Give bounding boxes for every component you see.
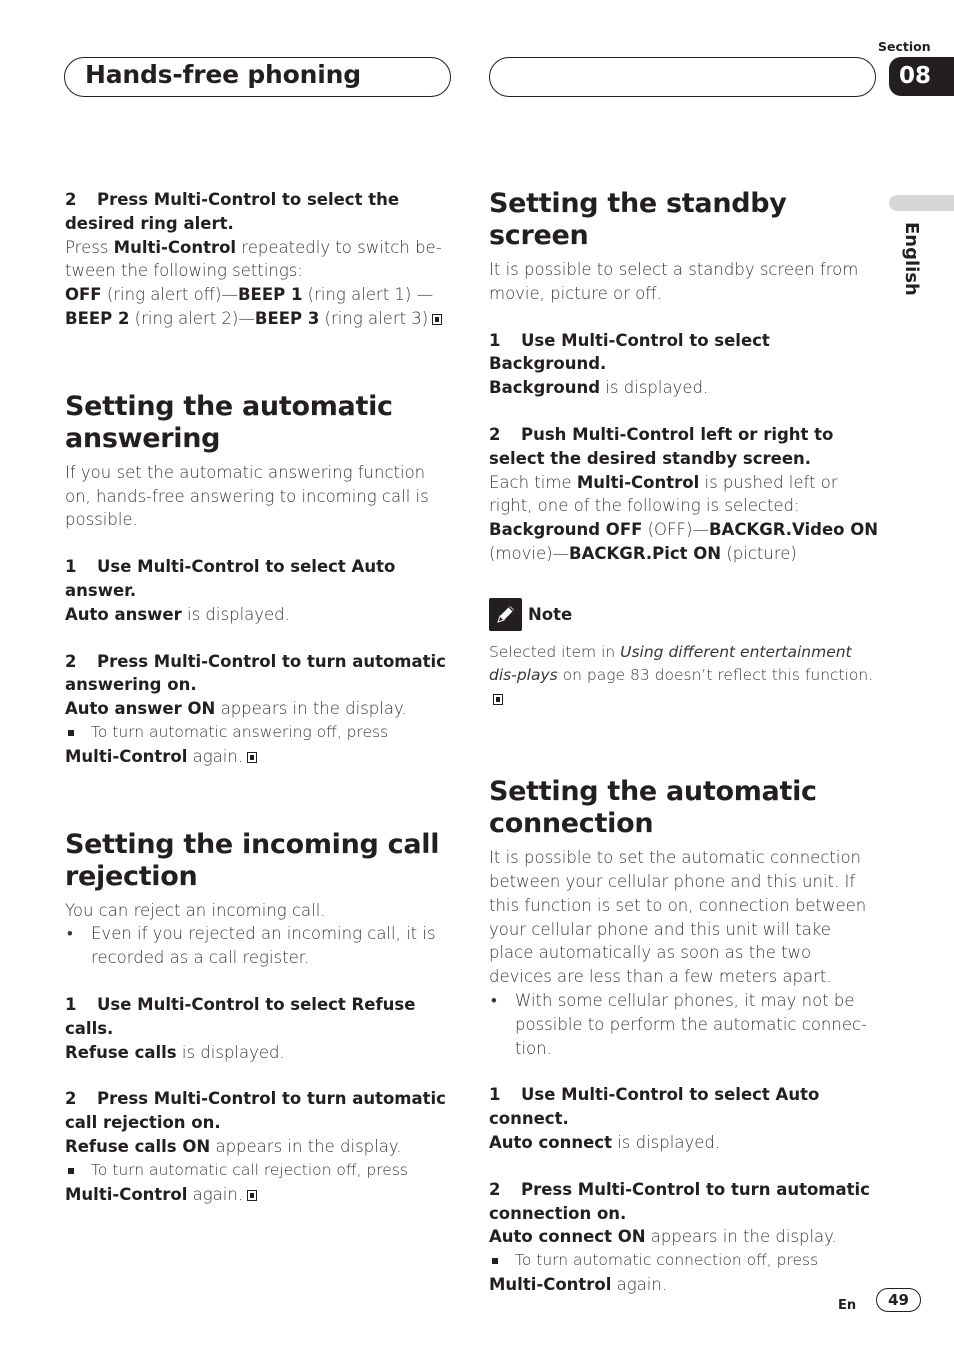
step-text: Press Multi-Control to select the desired ring alert. xyxy=(65,190,400,233)
text: To turn automatic answering off, press xyxy=(91,722,389,741)
connection-heading: Setting the automatic connection xyxy=(489,776,817,840)
text: Each time xyxy=(489,472,577,492)
step-text: Use Multi-Control to select Refuse calls. xyxy=(65,994,416,1038)
sb-step2 xyxy=(489,423,879,471)
text: (ring alert off)— xyxy=(101,285,238,305)
bold-term: Multi-Control xyxy=(65,1184,188,1204)
sb-step1 xyxy=(489,329,879,377)
step-text: Press Multi-Control to turn automatic call rejection on. xyxy=(65,1089,446,1133)
ac-note xyxy=(489,1249,879,1273)
text: Press xyxy=(65,237,114,257)
bold-term: Multi-Control xyxy=(65,746,188,766)
text: appears in the display. xyxy=(645,1227,837,1247)
text: is displayed. xyxy=(600,378,709,398)
section-label: Section xyxy=(878,39,931,54)
bold-term: Auto answer xyxy=(65,604,182,624)
standby-intro: It is possible to select a standby screen from movie, picture or off. xyxy=(489,260,859,303)
text: is displayed. xyxy=(611,1133,721,1153)
note-title: Note xyxy=(528,604,573,624)
step-number: 2 xyxy=(489,1179,501,1199)
standby-heading: Setting the standby screen xyxy=(489,188,787,251)
bold-term: Background xyxy=(489,378,601,398)
bold-term: Refuse calls ON xyxy=(65,1136,211,1156)
text: appears in the display. xyxy=(210,1136,402,1156)
rj-note-cont xyxy=(65,1183,455,1207)
step-number: 2 xyxy=(65,1089,77,1109)
text: is displayed. xyxy=(181,604,290,624)
text: To turn automatic connection off, press xyxy=(515,1251,819,1270)
header-title-box xyxy=(64,57,451,97)
connection-bullet: • With some cellular phones, it may not be possible to perform the automatic connec-tion. xyxy=(489,989,879,1060)
sb-step2-desc xyxy=(489,471,879,519)
ac-note-cont xyxy=(489,1273,879,1297)
text: is pushed left or right, one of the following is selected: xyxy=(489,472,838,516)
end-mark-icon xyxy=(247,752,257,763)
bold-term: Auto connect ON xyxy=(489,1227,646,1247)
bold-term: Multi-Control xyxy=(489,1275,612,1295)
option-pict-on: BACKGR.Pict ON xyxy=(569,543,722,563)
step-text: Use Multi-Control to select Background. xyxy=(489,330,770,374)
step-number: 1 xyxy=(65,557,77,577)
step-number: 2 xyxy=(489,424,501,444)
bold-term: Refuse calls xyxy=(65,1042,177,1062)
footer-language-code: En xyxy=(838,1298,857,1313)
text: appears in the display. xyxy=(215,699,407,719)
ring-step2-heading xyxy=(65,188,455,236)
text: To turn automatic call rejection off, press xyxy=(91,1160,408,1179)
option-off: OFF xyxy=(65,285,102,305)
option-bg-off: Background OFF xyxy=(489,520,643,540)
note-pencil-icon xyxy=(489,598,522,631)
option-beep3: BEEP 3 xyxy=(254,308,320,328)
aa-note xyxy=(65,721,455,745)
text: (picture) xyxy=(721,543,797,563)
aa-step1 xyxy=(65,555,455,603)
rj-note xyxy=(65,1159,455,1183)
option-video-on: BACKGR.Video ON xyxy=(708,520,879,540)
end-mark-icon xyxy=(432,314,442,325)
language-text: English xyxy=(901,222,922,296)
language-tab xyxy=(889,195,954,211)
step-number: 1 xyxy=(489,1085,501,1105)
text: again. xyxy=(611,1275,668,1295)
cross-reference: Using different entertainment dis-plays xyxy=(489,642,852,685)
text: on page 83 doesn’t reflect this function. xyxy=(557,666,874,685)
text: again. xyxy=(187,746,244,766)
note-text xyxy=(489,641,879,712)
header-blank-box xyxy=(489,57,876,97)
step-text: Press Multi-Control to turn automatic answering on. xyxy=(65,651,446,695)
step-number: 2 xyxy=(65,651,77,671)
reject-heading: Setting the incoming call rejection xyxy=(65,828,440,892)
language-label xyxy=(900,222,924,302)
ac-step1-result xyxy=(489,1131,879,1155)
aa-step1-result xyxy=(65,603,455,627)
sb-step1-result xyxy=(489,376,879,400)
rj-step2 xyxy=(65,1087,455,1135)
step-text: Use Multi-Control to select Auto connect. xyxy=(489,1085,820,1129)
auto-answer-heading: Setting the automatic answering xyxy=(65,390,393,454)
bold-term: Auto connect xyxy=(489,1133,612,1153)
text: (movie)— xyxy=(489,543,570,563)
text: is displayed. xyxy=(176,1042,285,1062)
step-number: 1 xyxy=(65,994,77,1014)
rj-step1-result xyxy=(65,1041,455,1065)
rj-step2-result xyxy=(65,1135,455,1159)
reject-bullet: • Even if you rejected an incoming call, it is recorded as a call register. xyxy=(65,922,455,970)
text: again. xyxy=(187,1184,244,1204)
auto-answer-intro: If you set the automatic answering function on, hands-free answering to incoming call is possible. xyxy=(65,462,429,530)
text: repeatedly to switch be-tween the following settings: xyxy=(65,237,442,281)
text: Selected item in xyxy=(489,642,621,661)
ac-step2-result xyxy=(489,1225,879,1249)
right-column xyxy=(489,188,879,1297)
aa-step2-result xyxy=(65,697,455,721)
option-beep2: BEEP 2 xyxy=(65,308,130,328)
bold-term: Multi-Control xyxy=(113,237,237,257)
end-mark-icon xyxy=(247,1190,257,1201)
note-header xyxy=(489,598,879,631)
aa-note-cont xyxy=(65,745,455,769)
bold-term: Multi-Control xyxy=(576,472,700,492)
sb-options xyxy=(489,518,879,566)
text: (ring alert 1) — xyxy=(302,285,434,305)
step-number: 1 xyxy=(489,330,501,350)
bold-term: Auto answer ON xyxy=(65,699,216,719)
ac-step2 xyxy=(489,1178,879,1226)
step-text: Press Multi-Control to turn automatic connection on. xyxy=(489,1179,870,1223)
step-number: 2 xyxy=(65,190,77,209)
rj-step1 xyxy=(65,993,455,1041)
left-column xyxy=(65,188,455,1206)
option-beep1: BEEP 1 xyxy=(237,285,303,305)
page-number: 49 xyxy=(876,1288,921,1312)
end-mark-icon xyxy=(493,694,503,705)
connection-intro: It is possible to set the automatic connection between your cellular phone and this unit. If this function is set to on, connection between your cellular phone and this unit will take place automatically as soon as the two devices are less than a few meters apart. xyxy=(489,848,867,987)
text: (ring alert 2)— xyxy=(129,308,255,328)
text: (OFF)— xyxy=(642,520,709,540)
reject-intro: You can reject an incoming call. xyxy=(65,900,326,920)
ring-description xyxy=(65,236,455,284)
page-title: Hands-free phoning xyxy=(85,60,361,89)
section-number-badge: 08 xyxy=(889,57,954,96)
aa-step2 xyxy=(65,650,455,698)
step-text: Push Multi-Control left or right to select the desired standby screen. xyxy=(489,424,834,468)
ac-step1 xyxy=(489,1083,879,1131)
step-text: Use Multi-Control to select Auto answer. xyxy=(65,557,396,600)
ring-options xyxy=(65,283,455,331)
text: (ring alert 3) xyxy=(319,308,429,328)
